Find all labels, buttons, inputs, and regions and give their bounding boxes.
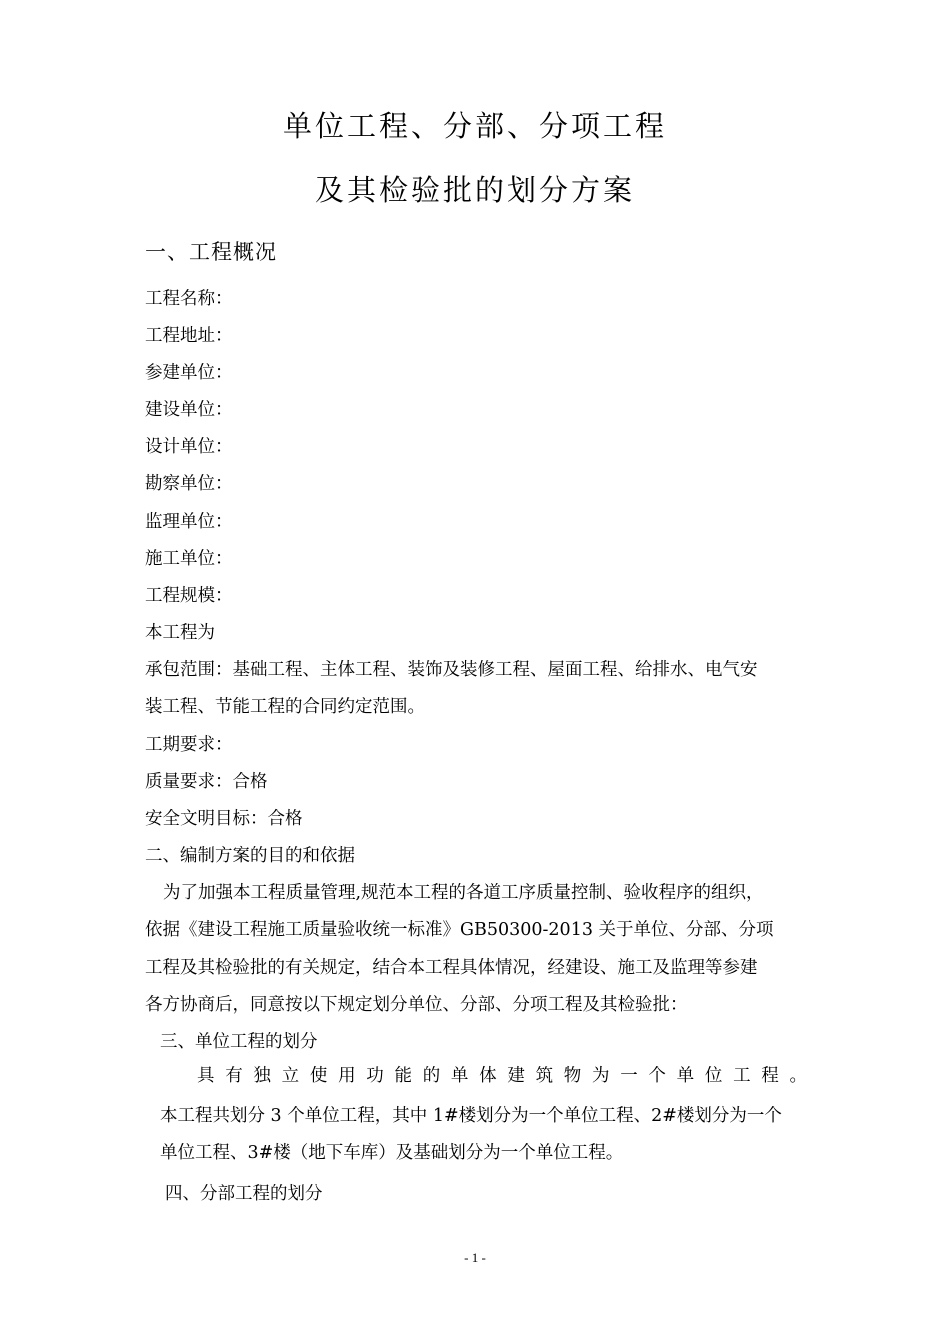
field-contract-scope-line1: 承包范围：基础工程、主体工程、装饰及装修工程、屋面工程、给排水、电气安 (145, 660, 758, 680)
document-title-line2: 及其检验批的划分方案 (314, 173, 635, 207)
section3-paragraph-line2: 本工程共划分 3 个单位工程，其中 1#楼划分为一个单位工程、2#楼划分为一个 (160, 1106, 782, 1126)
section3-paragraph-line1: 具有独立使用功能的单体建筑物为一个单位工程。 (197, 1066, 807, 1086)
section2-paragraph-line3: 工程及其检验批的有关规定，结合本工程具体情况，经建设、施工及监理等参建 (145, 958, 758, 978)
section2-paragraph-line2: 依据《建设工程施工质量验收统一标准》GB50300-2013 关于单位、分部、分项 (145, 920, 774, 940)
field-project-address: 工程地址： (145, 326, 233, 346)
field-supervision-unit: 监理单位： (145, 512, 233, 532)
section3-heading: 三、单位工程的划分 (160, 1032, 318, 1052)
field-safety-target: 安全文明目标：合格 (145, 809, 303, 829)
field-project-name: 工程名称： (145, 289, 233, 309)
page-number: - 1 - (464, 1250, 486, 1265)
section3-paragraph-line3: 单位工程、3#楼（地下车库）及基础划分为一个单位工程。 (160, 1143, 624, 1163)
field-project-is: 本工程为 (145, 623, 215, 643)
field-participating-units: 参建单位： (145, 363, 233, 383)
field-owner-unit: 建设单位： (145, 400, 233, 420)
field-survey-unit: 勘察单位： (145, 474, 233, 494)
field-construction-unit: 施工单位： (145, 549, 233, 569)
field-contract-scope-line2: 装工程、节能工程的合同约定范围。 (145, 697, 425, 717)
document-title-line1: 单位工程、分部、分项工程 (282, 109, 667, 143)
field-quality-requirement: 质量要求：合格 (145, 772, 268, 792)
field-design-unit: 设计单位： (145, 437, 233, 457)
field-period-requirement: 工期要求： (145, 735, 233, 755)
section4-heading: 四、分部工程的划分 (165, 1184, 323, 1204)
section1-heading: 一、工程概况 (145, 240, 277, 264)
section2-heading: 二、编制方案的目的和依据 (145, 846, 355, 866)
section2-paragraph-line1: 为了加强本工程质量管理,规范本工程的各道工序质量控制、验收程序的组织， (163, 883, 764, 903)
field-project-scale: 工程规模： (145, 586, 233, 606)
section2-paragraph-line4: 各方协商后，同意按以下规定划分单位、分部、分项工程及其检验批： (145, 995, 688, 1015)
